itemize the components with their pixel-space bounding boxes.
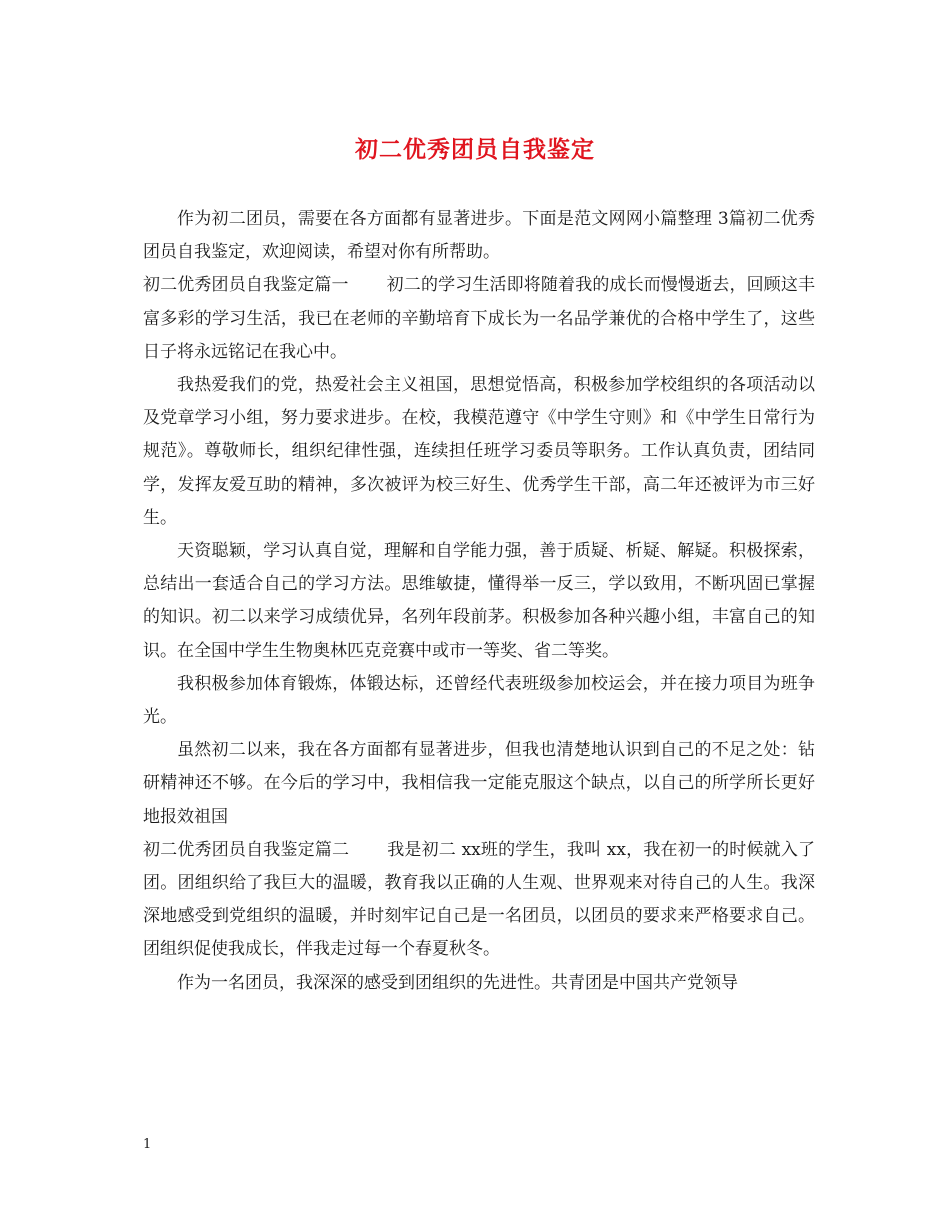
paragraph: 作为一名团员，我深深的感受到团组织的先进性。共青团是中国共产党领导 [177,972,738,993]
document-title: 初二优秀团员自我鉴定 [355,136,595,163]
paragraph: 天资聪颖，学习认真自觉，理解和自学能力强，善于质疑、析疑、解疑。积极探索，总结出一套适合自己的学习方法。思维敏捷，懂得举一反三，学以致用，不断巩固已掌握的知识。初二以来学习成绩优异，名列年段前茅。积极参加各种兴趣小组，丰富自己的知识。在全国中学生生物奥林匹克竞赛中或市一等奖、省二等奖。 [143,541,815,661]
paragraph-section-two-start [143,834,815,967]
paragraph: 我热爱我们的党，热爱社会主义祖国，思想觉悟高，积极参加学校组织的各项活动以及党章学习小组，努力要求进步。在校，我模范遵守《中学生守则》和《中学生日常行为规范》。尊敬师长，组织纪律性强，连续担任班学习委员等职务。工作认真负责，团结同学，发挥友爱互助的精神，多次被评为校三好生、优秀学生干部，高二年还被评为市三好生。 [143,375,815,528]
page-number: 1 [143,1137,152,1152]
paragraph: 我积极参加体育锻炼，体锻达标，还曾经代表班级参加校运会，并在接力项目为班争光。 [143,673,815,728]
section-heading-one: 初二优秀团员自我鉴定篇一 [143,275,349,296]
paragraph-text: 我是初二 xx班的学生，我叫 xx，我在初一的时候就入了团。团组织给了我巨大的温暖，教育我以正确的人生观、世界观来对待自己的人生。我深深地感受到党组织的温暖，并时刻牢记自己是一名团员，以团员的要求来严格要求自己。团组织促使我成长，伴我走过每一个春夏秋冬。 [143,839,816,960]
document-body [143,203,815,1000]
paragraph-intro: 作为初二团员，需要在各方面都有显著进步。下面是范文网网小篇整理 3篇初二优秀团员自我鉴定，欢迎阅读，希望对你有所帮助。 [143,209,815,263]
paragraph: 虽然初二以来，我在各方面都有显著进步，但我也清楚地认识到自己的不足之处：钻研精神还不够。在今后的学习中，我相信我一定能克服这个缺点，以自己的所学所长更好地报效祖国 [143,740,815,827]
paragraph-text: 初二的学习生活即将随着我的成长而慢慢逝去，回顾这丰富多彩的学习生活，我已在老师的辛勤培育下成长为一名品学兼优的合格中学生了，这些日子将永远铭记在我心中。 [143,275,816,362]
paragraph-section-one-start [143,269,815,369]
section-heading-two: 初二优秀团员自我鉴定篇二 [143,839,350,860]
